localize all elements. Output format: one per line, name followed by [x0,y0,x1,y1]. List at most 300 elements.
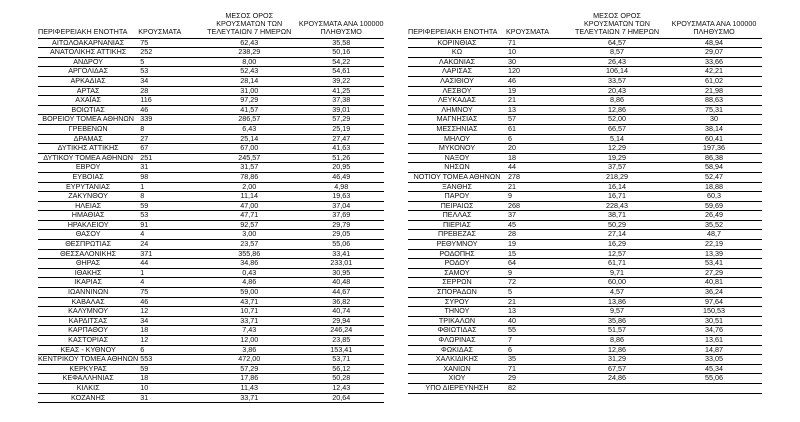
header-avg-7-days: ΜΕΣΟΣ ΟΡΟΣ ΚΡΟΥΣΜΑΤΩΝ ΤΩΝ ΤΕΛΕΥΤΑΙΩΝ 7 ΗΜΕΡΩΝ [200,12,298,38]
per-100k-cell: 4,98 [298,182,384,192]
cases-cell: 13 [506,307,568,317]
avg-7-days-cell: 26,43 [568,57,666,67]
avg-7-days-cell: 286,57 [200,115,298,125]
table-row [38,393,384,403]
region-cell: ΗΛΕΙΑΣ [38,201,138,211]
avg-7-days-cell: 33,71 [200,316,298,326]
cases-cell: 18 [138,326,200,336]
table-row [38,374,384,384]
avg-7-days-cell: 11,43 [200,383,298,393]
avg-7-days-cell: 52,43 [200,67,298,77]
avg-7-days-cell: 10,71 [200,307,298,317]
cases-cell: 34 [138,316,200,326]
table-row [38,163,384,173]
region-cell: ΚΙΛΚΙΣ [38,383,138,393]
per-100k-cell: 14,87 [666,345,762,355]
cases-cell: 12 [138,336,200,346]
avg-7-days-cell: 218,29 [568,172,666,182]
table-row [38,259,384,269]
region-cell: ΛΑΣΙΘΙΟΥ [408,76,506,86]
cases-cell: 55 [506,326,568,336]
avg-7-days-cell: 12,86 [568,345,666,355]
avg-7-days-cell: 66,57 [568,124,666,134]
avg-7-days-cell: 13,86 [568,297,666,307]
per-100k-cell: 37,04 [298,201,384,211]
cases-cell: 31 [138,163,200,173]
table-row [38,307,384,317]
region-cell: ΜΕΣΣΗΝΙΑΣ [408,124,506,134]
cases-cell: 91 [138,220,200,230]
per-100k-cell: 58,94 [666,163,762,173]
header-cases-per-100k: ΚΡΟΥΣΜΑΤΑ ΑΝΑ 100000 ΠΛΗΘΥΣΜΟ [298,12,384,38]
cases-cell: 61 [506,124,568,134]
cases-cell: 21 [506,182,568,192]
avg-7-days-cell: 47,00 [200,201,298,211]
cases-cell: 6 [138,345,200,355]
avg-7-days-cell: 27,14 [568,230,666,240]
per-100k-cell: 50,28 [298,374,384,384]
per-100k-cell: 52,47 [666,172,762,182]
per-100k-cell: 50,16 [298,48,384,58]
table-row [408,201,762,211]
region-cell: ΙΚΑΡΙΑΣ [38,278,138,288]
cases-cell: 10 [506,48,568,58]
per-100k-cell: 55,06 [666,374,762,384]
per-100k-cell: 25,19 [298,124,384,134]
table-row [38,172,384,182]
cases-cell: 24 [138,240,200,250]
left-table-body [38,38,384,403]
cases-cell: 59 [138,201,200,211]
avg-7-days-cell: 92,57 [200,220,298,230]
region-cell: ΠΕΙΡΑΙΩΣ [408,201,506,211]
per-100k-cell: 33,41 [298,249,384,259]
region-cell: ΡΟΔΟΠΗΣ [408,249,506,259]
per-100k-cell: 60,3 [666,192,762,202]
avg-7-days-cell: 9,57 [568,307,666,317]
per-100k-cell: 23,85 [298,336,384,346]
cases-cell: 72 [506,278,568,288]
avg-7-days-cell: 106,14 [568,67,666,77]
table-row [408,336,762,346]
avg-7-days-cell: 8,00 [200,57,298,67]
per-100k-cell: 13,39 [666,249,762,259]
cases-cell: 7 [506,336,568,346]
avg-7-days-cell: 28,14 [200,76,298,86]
table-row [408,383,762,393]
header-cases: ΚΡΟΥΣΜΑΤΑ [506,12,568,38]
avg-7-days-cell: 12,57 [568,249,666,259]
region-cell: ΑΧΑΪΑΣ [38,96,138,106]
table-row [408,230,762,240]
per-100k-cell: 33,05 [666,355,762,365]
avg-7-days-cell: 4,86 [200,278,298,288]
region-cell: ΛΕΣΒΟΥ [408,86,506,96]
avg-7-days-cell: 34,86 [200,259,298,269]
per-100k-cell: 21,98 [666,86,762,96]
table-row [38,96,384,106]
avg-7-days-cell: 67,57 [568,364,666,374]
cases-cell: 19 [506,86,568,96]
table-row [408,144,762,154]
region-cell: ΑΙΤΩΛΟΑΚΑΡΝΑΝΙΑΣ [38,38,138,48]
per-100k-cell: 44,67 [298,288,384,298]
table-row [38,48,384,58]
region-cell: ΘΕΣΣΑΛΟΝΙΚΗΣ [38,249,138,259]
header-region: ΠΕΡΙΦΕΡΕΙΑΚΗ ΕΝΟΤΗΤΑ [38,12,138,38]
region-cell: ΘΗΡΑΣ [38,259,138,269]
table-row [38,182,384,192]
avg-7-days-cell: 3,86 [200,345,298,355]
cases-cell: 53 [138,211,200,221]
avg-7-days-cell: 62,43 [200,38,298,48]
region-cell: ΣΥΡΟΥ [408,297,506,307]
per-100k-cell: 34,76 [666,326,762,336]
per-100k-cell: 27,29 [666,268,762,278]
cases-cell: 553 [138,355,200,365]
avg-7-days-cell: 16,29 [568,240,666,250]
cases-cell: 120 [506,67,568,77]
table-row [38,355,384,365]
cases-cell: 20 [506,144,568,154]
cases-cell: 5 [138,57,200,67]
per-100k-cell: 46,49 [298,172,384,182]
per-100k-cell: 29,07 [666,48,762,58]
per-100k-cell: 60,41 [666,134,762,144]
right-table-body [408,38,762,393]
table-row [408,163,762,173]
per-100k-cell: 40,74 [298,307,384,317]
region-cell: ΖΑΚΥΝΘΟΥ [38,192,138,202]
cases-cell: 44 [138,259,200,269]
avg-7-days-cell: 37,57 [568,163,666,173]
table-row [408,374,762,384]
cases-cell: 37 [506,211,568,221]
table-row [38,268,384,278]
right-cases-table [408,12,762,394]
avg-7-days-cell: 33,57 [568,76,666,86]
cases-cell: 371 [138,249,200,259]
right-header-row [408,12,762,38]
per-100k-cell: 97,64 [666,297,762,307]
cases-cell: 34 [138,76,200,86]
table-row [38,345,384,355]
table-row [38,67,384,77]
table-row [408,220,762,230]
region-cell: ΛΑΡΙΣΑΣ [408,67,506,77]
per-100k-cell: 48,94 [666,38,762,48]
per-100k-cell: 41,63 [298,144,384,154]
table-row [38,240,384,250]
per-100k-cell: 29,05 [298,230,384,240]
per-100k-cell: 88,63 [666,96,762,106]
cases-cell: 45 [506,220,568,230]
per-100k-cell: 39,22 [298,76,384,86]
per-100k-cell: 61,02 [666,76,762,86]
cases-cell: 6 [506,134,568,144]
table-row [38,124,384,134]
table-row [38,76,384,86]
per-100k-cell: 150,53 [666,307,762,317]
per-100k-cell: 29,79 [298,220,384,230]
cases-cell: 71 [506,38,568,48]
region-cell: ΚΑΒΑΛΑΣ [38,297,138,307]
table-row [408,124,762,134]
per-100k-cell [666,383,762,393]
per-100k-cell: 35,58 [298,38,384,48]
header-cases-per-100k: ΚΡΟΥΣΜΑΤΑ ΑΝΑ 100000 ΠΛΗΘΥΣΜΟ [666,12,762,38]
avg-7-days-cell: 41,57 [200,105,298,115]
table-row [408,105,762,115]
avg-7-days-cell: 31,57 [200,163,298,173]
table-row [408,192,762,202]
avg-7-days-cell: 50,29 [568,220,666,230]
table-row [408,96,762,106]
avg-7-days-cell: 61,71 [568,259,666,269]
region-cell: ΚΑΡΠΑΘΟΥ [38,326,138,336]
table-row [408,134,762,144]
avg-7-days-cell: 16,14 [568,182,666,192]
region-cell: ΧΑΛΚΙΔΙΚΗΣ [408,355,506,365]
avg-7-days-cell: 0,43 [200,268,298,278]
table-row [38,288,384,298]
cases-cell: 15 [506,249,568,259]
cases-cell: 8 [138,192,200,202]
per-100k-cell: 40,81 [666,278,762,288]
cases-cell: 1 [138,268,200,278]
avg-7-days-cell: 31,29 [568,355,666,365]
region-cell: ΔΥΤΙΚΟΥ ΤΟΜΕΑ ΑΘΗΝΩΝ [38,153,138,163]
avg-7-days-cell: 472,00 [200,355,298,365]
avg-7-days-cell: 16,71 [568,192,666,202]
per-100k-cell: 18,88 [666,182,762,192]
cases-cell: 64 [506,259,568,269]
region-cell: ΦΛΩΡΙΝΑΣ [408,336,506,346]
cases-cell: 251 [138,153,200,163]
per-100k-cell: 13,61 [666,336,762,346]
cases-cell: 21 [506,96,568,106]
per-100k-cell: 41,25 [298,86,384,96]
table-row [38,383,384,393]
avg-7-days-cell: 35,86 [568,316,666,326]
region-cell: ΥΠΟ ΔΙΕΡΕΥΝΗΣΗ [408,383,506,393]
table-row [408,86,762,96]
table-row [38,326,384,336]
per-100k-cell: 27,47 [298,134,384,144]
cases-cell: 278 [506,172,568,182]
cases-cell: 18 [138,374,200,384]
avg-7-days-cell: 238,29 [200,48,298,58]
table-row [38,192,384,202]
table-row [38,297,384,307]
per-100k-cell: 54,22 [298,57,384,67]
avg-7-days-cell: 78,86 [200,172,298,182]
table-row [408,76,762,86]
region-cell: ΤΡΙΚΑΛΩΝ [408,316,506,326]
cases-cell: 4 [138,278,200,288]
region-cell: ΣΕΡΡΩΝ [408,278,506,288]
avg-7-days-cell: 43,71 [200,297,298,307]
cases-cell: 75 [138,38,200,48]
avg-7-days-cell: 19,29 [568,153,666,163]
region-cell: ΑΝΔΡΟΥ [38,57,138,67]
table-row [408,297,762,307]
per-100k-cell: 55,06 [298,240,384,250]
per-100k-cell: 38,14 [666,124,762,134]
avg-7-days-cell: 17,86 [200,374,298,384]
per-100k-cell: 153,41 [298,345,384,355]
per-100k-cell: 39,01 [298,105,384,115]
region-cell: ΚΕΝΤΡΙΚΟΥ ΤΟΜΕΑ ΑΘΗΝΩΝ [38,354,139,364]
region-cell: ΤΗΝΟΥ [408,307,506,317]
cases-cell: 6 [506,345,568,355]
cases-cell: 53 [138,67,200,77]
avg-7-days-cell: 57,29 [200,364,298,374]
cases-cell: 27 [138,134,200,144]
region-cell: ΒΟΙΩΤΙΑΣ [38,105,138,115]
cases-cell: 82 [506,383,568,393]
cases-cell: 31 [138,393,200,403]
table-row [408,364,762,374]
per-100k-cell: 20,64 [298,393,384,403]
per-100k-cell: 29,94 [298,316,384,326]
avg-7-days-cell: 11,14 [200,192,298,202]
region-cell: ΝΟΤΙΟΥ ΤΟΜΕΑ ΑΘΗΝΩΝ [408,172,506,182]
per-100k-cell: 19,63 [298,192,384,202]
avg-7-days-cell: 3,00 [200,230,298,240]
avg-7-days-cell [568,383,666,393]
avg-7-days-cell: 9,71 [568,268,666,278]
per-100k-cell: 36,82 [298,297,384,307]
region-cell: ΦΩΚΙΔΑΣ [408,345,506,355]
cases-cell: 40 [506,316,568,326]
per-100k-cell: 86,38 [666,153,762,163]
avg-7-days-cell: 23,57 [200,240,298,250]
cases-cell: 57 [506,115,568,125]
region-cell: ΧΑΝΙΩΝ [408,364,506,374]
per-100k-cell: 42,21 [666,67,762,77]
table-row [38,57,384,67]
region-cell: ΛΕΥΚΑΔΑΣ [408,96,506,106]
table-row [408,345,762,355]
table-row [408,316,762,326]
avg-7-days-cell: 12,86 [568,105,666,115]
region-cell: ΙΘΑΚΗΣ [38,268,138,278]
region-cell: ΝΗΣΩΝ [408,163,506,173]
region-cell: ΑΡΓΟΛΙΔΑΣ [38,67,138,77]
cases-cell: 268 [506,201,568,211]
avg-7-days-cell: 24,86 [568,374,666,384]
region-cell: ΚΑΡΔΙΤΣΑΣ [38,316,138,326]
region-cell: ΔΡΑΜΑΣ [38,134,138,144]
table-row [38,144,384,154]
avg-7-days-cell: 31,00 [200,86,298,96]
avg-7-days-cell: 355,86 [200,249,298,259]
region-cell: ΑΝΑΤΟΛΙΚΗΣ ΑΤΤΙΚΗΣ [38,48,138,58]
per-100k-cell: 37,69 [298,211,384,221]
per-100k-cell: 30,51 [666,316,762,326]
per-100k-cell: 20,95 [298,163,384,173]
right-table-container [408,12,762,394]
region-cell: ΠΕΛΛΑΣ [408,211,506,221]
avg-7-days-cell: 60,00 [568,278,666,288]
region-cell: ΜΑΓΝΗΣΙΑΣ [408,115,506,125]
avg-7-days-cell: 8,57 [568,48,666,58]
region-cell: ΠΙΕΡΙΑΣ [408,220,506,230]
region-cell: ΠΑΡΟΥ [408,192,506,202]
table-row [38,364,384,374]
region-cell: ΜΗΛΟΥ [408,134,506,144]
per-100k-cell: 54,61 [298,67,384,77]
per-100k-cell: 35,52 [666,220,762,230]
region-cell: ΘΕΣΠΡΩΤΙΑΣ [38,240,138,250]
cases-cell: 67 [138,144,200,154]
avg-7-days-cell: 64,57 [568,38,666,48]
per-100k-cell: 53,71 [298,355,384,365]
region-cell: ΚΟΖΑΝΗΣ [38,393,138,403]
left-header-row [38,12,384,38]
region-cell: ΑΡΚΑΔΙΑΣ [38,76,138,86]
table-row [38,230,384,240]
avg-7-days-cell: 47,71 [200,211,298,221]
per-100k-cell: 56,12 [298,364,384,374]
avg-7-days-cell: 38,71 [568,211,666,221]
region-cell: ΚΑΣΤΟΡΙΑΣ [38,336,138,346]
avg-7-days-cell: 12,00 [200,336,298,346]
cases-cell: 10 [138,383,200,393]
region-cell: ΚΑΛΥΜΝΟΥ [38,307,138,317]
cases-cell: 252 [138,48,200,58]
table-row [38,278,384,288]
cases-cell: 46 [506,76,568,86]
table-row [408,67,762,77]
per-100k-cell: 12,43 [298,383,384,393]
left-table-container [38,12,384,403]
table-row [408,326,762,336]
cases-cell: 75 [138,288,200,298]
per-100k-cell: 53,41 [666,259,762,269]
cases-cell: 18 [506,153,568,163]
cases-cell: 28 [506,230,568,240]
table-row [38,38,384,48]
cases-cell: 46 [138,297,200,307]
cases-cell: 1 [138,182,200,192]
table-row [38,105,384,115]
region-cell: ΕΥΒΟΙΑΣ [38,172,138,182]
per-100k-cell: 37,38 [298,96,384,106]
per-100k-cell: 30 [666,115,762,125]
cases-cell: 19 [506,240,568,250]
region-cell: ΗΜΑΘΙΑΣ [38,211,138,221]
table-row [408,48,762,58]
cases-cell: 9 [506,192,568,202]
table-row [38,249,384,259]
table-row [408,153,762,163]
region-cell: ΚΩ [408,48,506,58]
region-cell: ΞΑΝΘΗΣ [408,182,506,192]
region-cell: ΡΟΔΟΥ [408,259,506,269]
cases-cell: 46 [138,105,200,115]
avg-7-days-cell: 59,00 [200,288,298,298]
cases-cell: 98 [138,172,200,182]
avg-7-days-cell: 33,71 [200,393,298,403]
per-100k-cell: 40,48 [298,278,384,288]
cases-cell: 9 [506,268,568,278]
cases-cell: 30 [506,57,568,67]
per-100k-cell: 51,26 [298,153,384,163]
table-row [38,211,384,221]
region-cell: ΔΥΤΙΚΗΣ ΑΤΤΙΚΗΣ [38,144,138,154]
